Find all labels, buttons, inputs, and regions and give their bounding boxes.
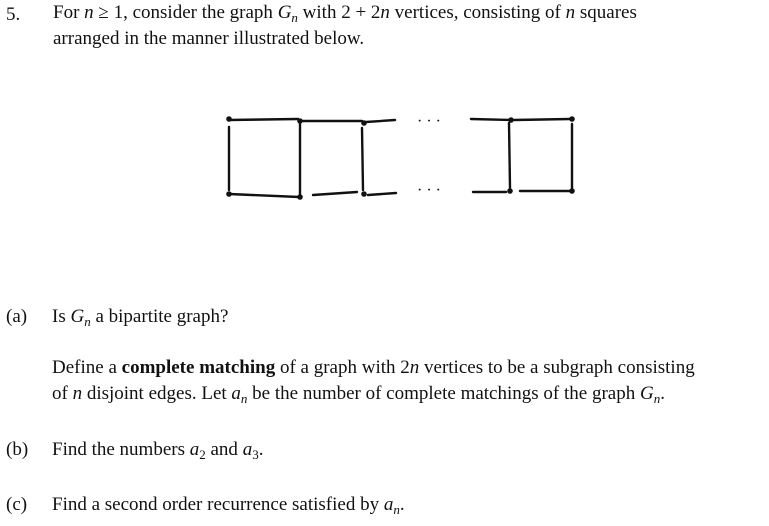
graph-vertex [507, 188, 513, 194]
graph-edge [471, 119, 510, 120]
graph-vertex [297, 118, 303, 124]
definition-line-1: Define a complete matching of a graph with 2n vertices to be a subgraph consisting [52, 357, 695, 378]
graph-vertex [226, 191, 232, 197]
problem-intro-line-1: For n ≥ 1, consider the graph $G_n$ with 2 + 2n vertices, consisting of n squares [53, 2, 637, 25]
graph-edge [368, 193, 396, 195]
graph-edge [229, 194, 299, 197]
problem-intro-line-2: arranged in the manner illustrated below. [53, 28, 365, 49]
graph-vertex [297, 194, 303, 200]
graph-edge [514, 119, 570, 120]
graph-vertex [361, 120, 367, 126]
graph-edge [366, 120, 395, 122]
graph-edge [509, 123, 510, 188]
graph-edge [362, 128, 363, 190]
part-b-question: Find the numbers $a_2$ and $a_3$. [52, 439, 264, 462]
graph-vertex [569, 188, 575, 194]
part-c-question: Find a second order recurrence satisfied by $a_n$. [52, 494, 405, 517]
graph-vertex [226, 116, 232, 122]
part-b-label: (b) [6, 439, 29, 460]
part-a-question: Is $G_n$ a bipartite graph? [52, 306, 229, 329]
part-c-label: (c) [6, 494, 28, 515]
ellipsis-top: · · · [417, 113, 441, 130]
graph-edge [313, 192, 357, 195]
part-a-label: (a) [6, 306, 28, 327]
graph-vertex [569, 116, 575, 122]
problem-number: 5. [6, 4, 21, 25]
graph-vertex [361, 191, 367, 197]
ellipsis-bottom: · · · [417, 182, 441, 199]
graph-vertex [508, 117, 514, 123]
graph-edge [228, 119, 298, 120]
definition-line-2: of n disjoint edges. Let $a_n$ be the number of complete matchings of the graph $G_n$. [52, 383, 665, 406]
